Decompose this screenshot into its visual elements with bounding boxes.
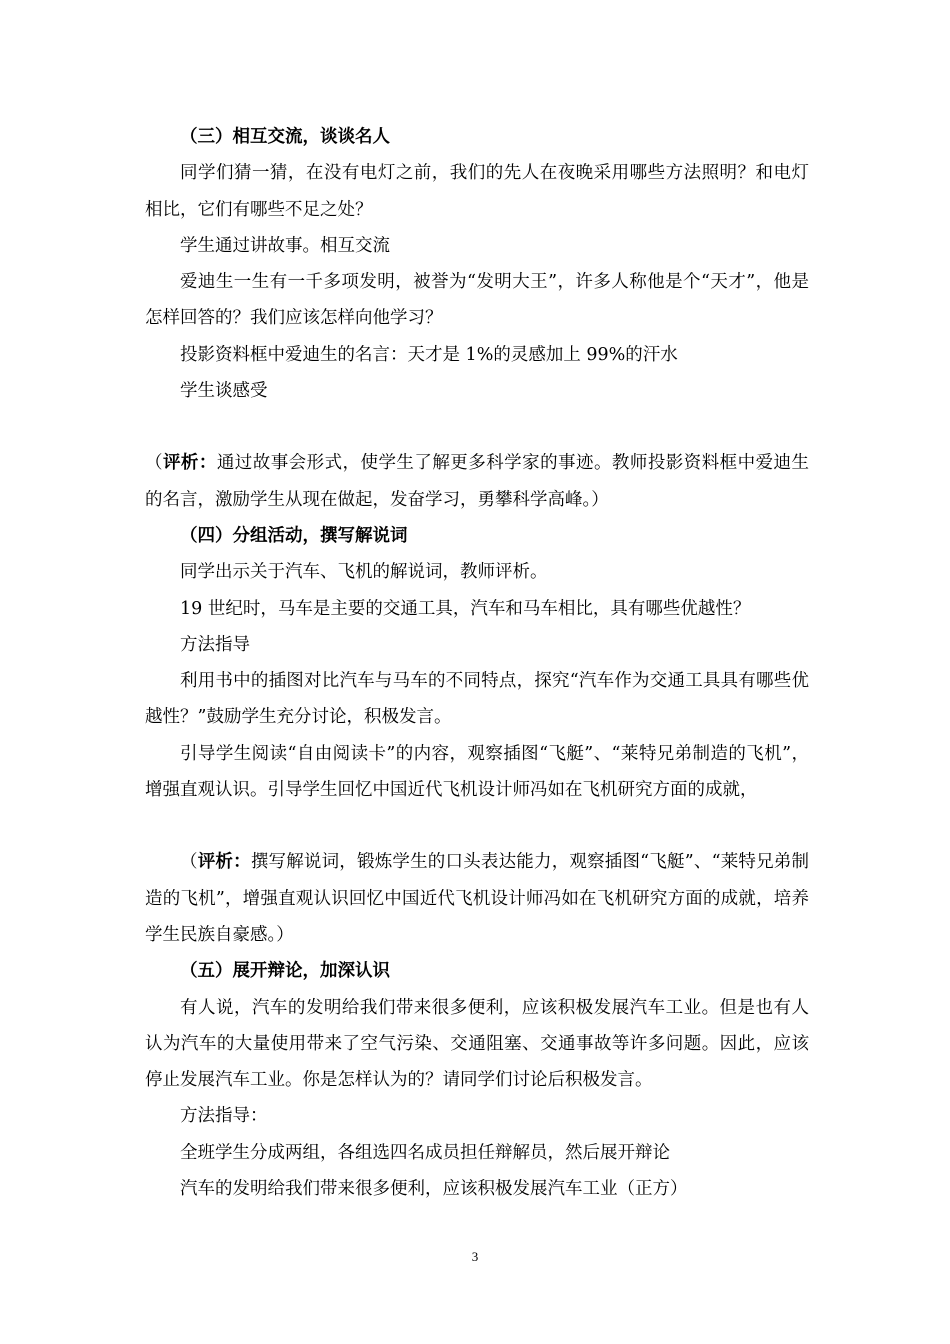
section-heading-3: （三）相互交流，谈谈名人 bbox=[180, 127, 390, 147]
commentary-label: 评析： bbox=[197, 852, 251, 873]
paragraph: 汽车的发明给我们带来很多便利，应该积极发展汽车工业（正方） bbox=[180, 1179, 688, 1200]
note-open-paren: （ bbox=[145, 453, 163, 474]
commentary-note bbox=[145, 844, 809, 953]
section-heading-4: （四）分组活动，撰写解说词 bbox=[180, 525, 408, 546]
page-number: 3 bbox=[471, 1249, 479, 1264]
commentary-label: 评析： bbox=[162, 453, 217, 474]
paragraph: 19 世纪时，马车是主要的交通工具，汽车和马车相比，具有哪些优越性？ bbox=[180, 598, 751, 619]
paragraph: 同学出示关于汽车、飞机的解说词，教师评析。 bbox=[180, 562, 548, 583]
commentary-text: 撰写解说词，锻炼学生的口头表达能力，观察插图“飞艇”、“莱特兄弟制造的飞机”，增强直观认识回忆中国近代飞机设计师冯如在飞机研究方面的成就，培养学生民族自豪感。） bbox=[145, 852, 810, 945]
document-body bbox=[145, 119, 809, 1207]
paragraph: 利用书中的插图对比汽车与马车的不同特点，探究“汽车作为交通工具具有哪些优越性？”鼓励学生充分讨论，积极发言。 bbox=[145, 671, 809, 728]
commentary-note bbox=[145, 445, 809, 518]
paragraph: 方法指导 bbox=[180, 634, 250, 655]
paragraph: 方法指导： bbox=[180, 1106, 268, 1127]
paragraph: 全班学生分成两组，各组选四名成员担任辩解员，然后展开辩论 bbox=[180, 1142, 670, 1163]
paragraph: 学生谈感受 bbox=[180, 381, 268, 402]
blank-line bbox=[145, 808, 809, 844]
paragraph: 引导学生阅读“自由阅读卡”的内容，观察插图“飞艇”、“莱特兄弟制造的飞机”，增强直观认识。引导学生回忆中国近代飞机设计师冯如在飞机研究方面的成就， bbox=[145, 743, 809, 801]
paragraph: 投影资料框中爱迪生的名言：天才是 1%的灵感加上 99%的汗水 bbox=[180, 344, 678, 365]
paragraph: 同学们猜一猜，在没有电灯之前，我们的先人在夜晚采用哪些方法照明？和电灯相比，它们有哪些不足之处？ bbox=[145, 163, 809, 220]
section-heading-5: （五）展开辩论，加深认识 bbox=[180, 961, 390, 982]
paragraph: 爱迪生一生有一千多项发明，被誉为“发明大王”，许多人称他是个“天才”，他是怎样回答的？我们应该怎样向他学习？ bbox=[145, 272, 809, 329]
paragraph: 学生通过讲故事。相互交流 bbox=[180, 235, 390, 256]
commentary-text: 通过故事会形式，使学生了解更多科学家的事迹。教师投影资料框中爱迪生的名言，激励学生从现在做起，发奋学习，勇攀科学高峰。） bbox=[145, 453, 810, 510]
blank-line bbox=[145, 409, 809, 445]
note-open-paren: （ bbox=[180, 852, 198, 873]
paragraph: 有人说，汽车的发明给我们带来很多便利，应该积极发展汽车工业。但是也有人认为汽车的大量使用带来了空气污染、交通阻塞、交通事故等许多问题。因此，应该停止发展汽车工业。你是怎样认为的？请同学们讨论后积极发言。 bbox=[145, 997, 809, 1091]
